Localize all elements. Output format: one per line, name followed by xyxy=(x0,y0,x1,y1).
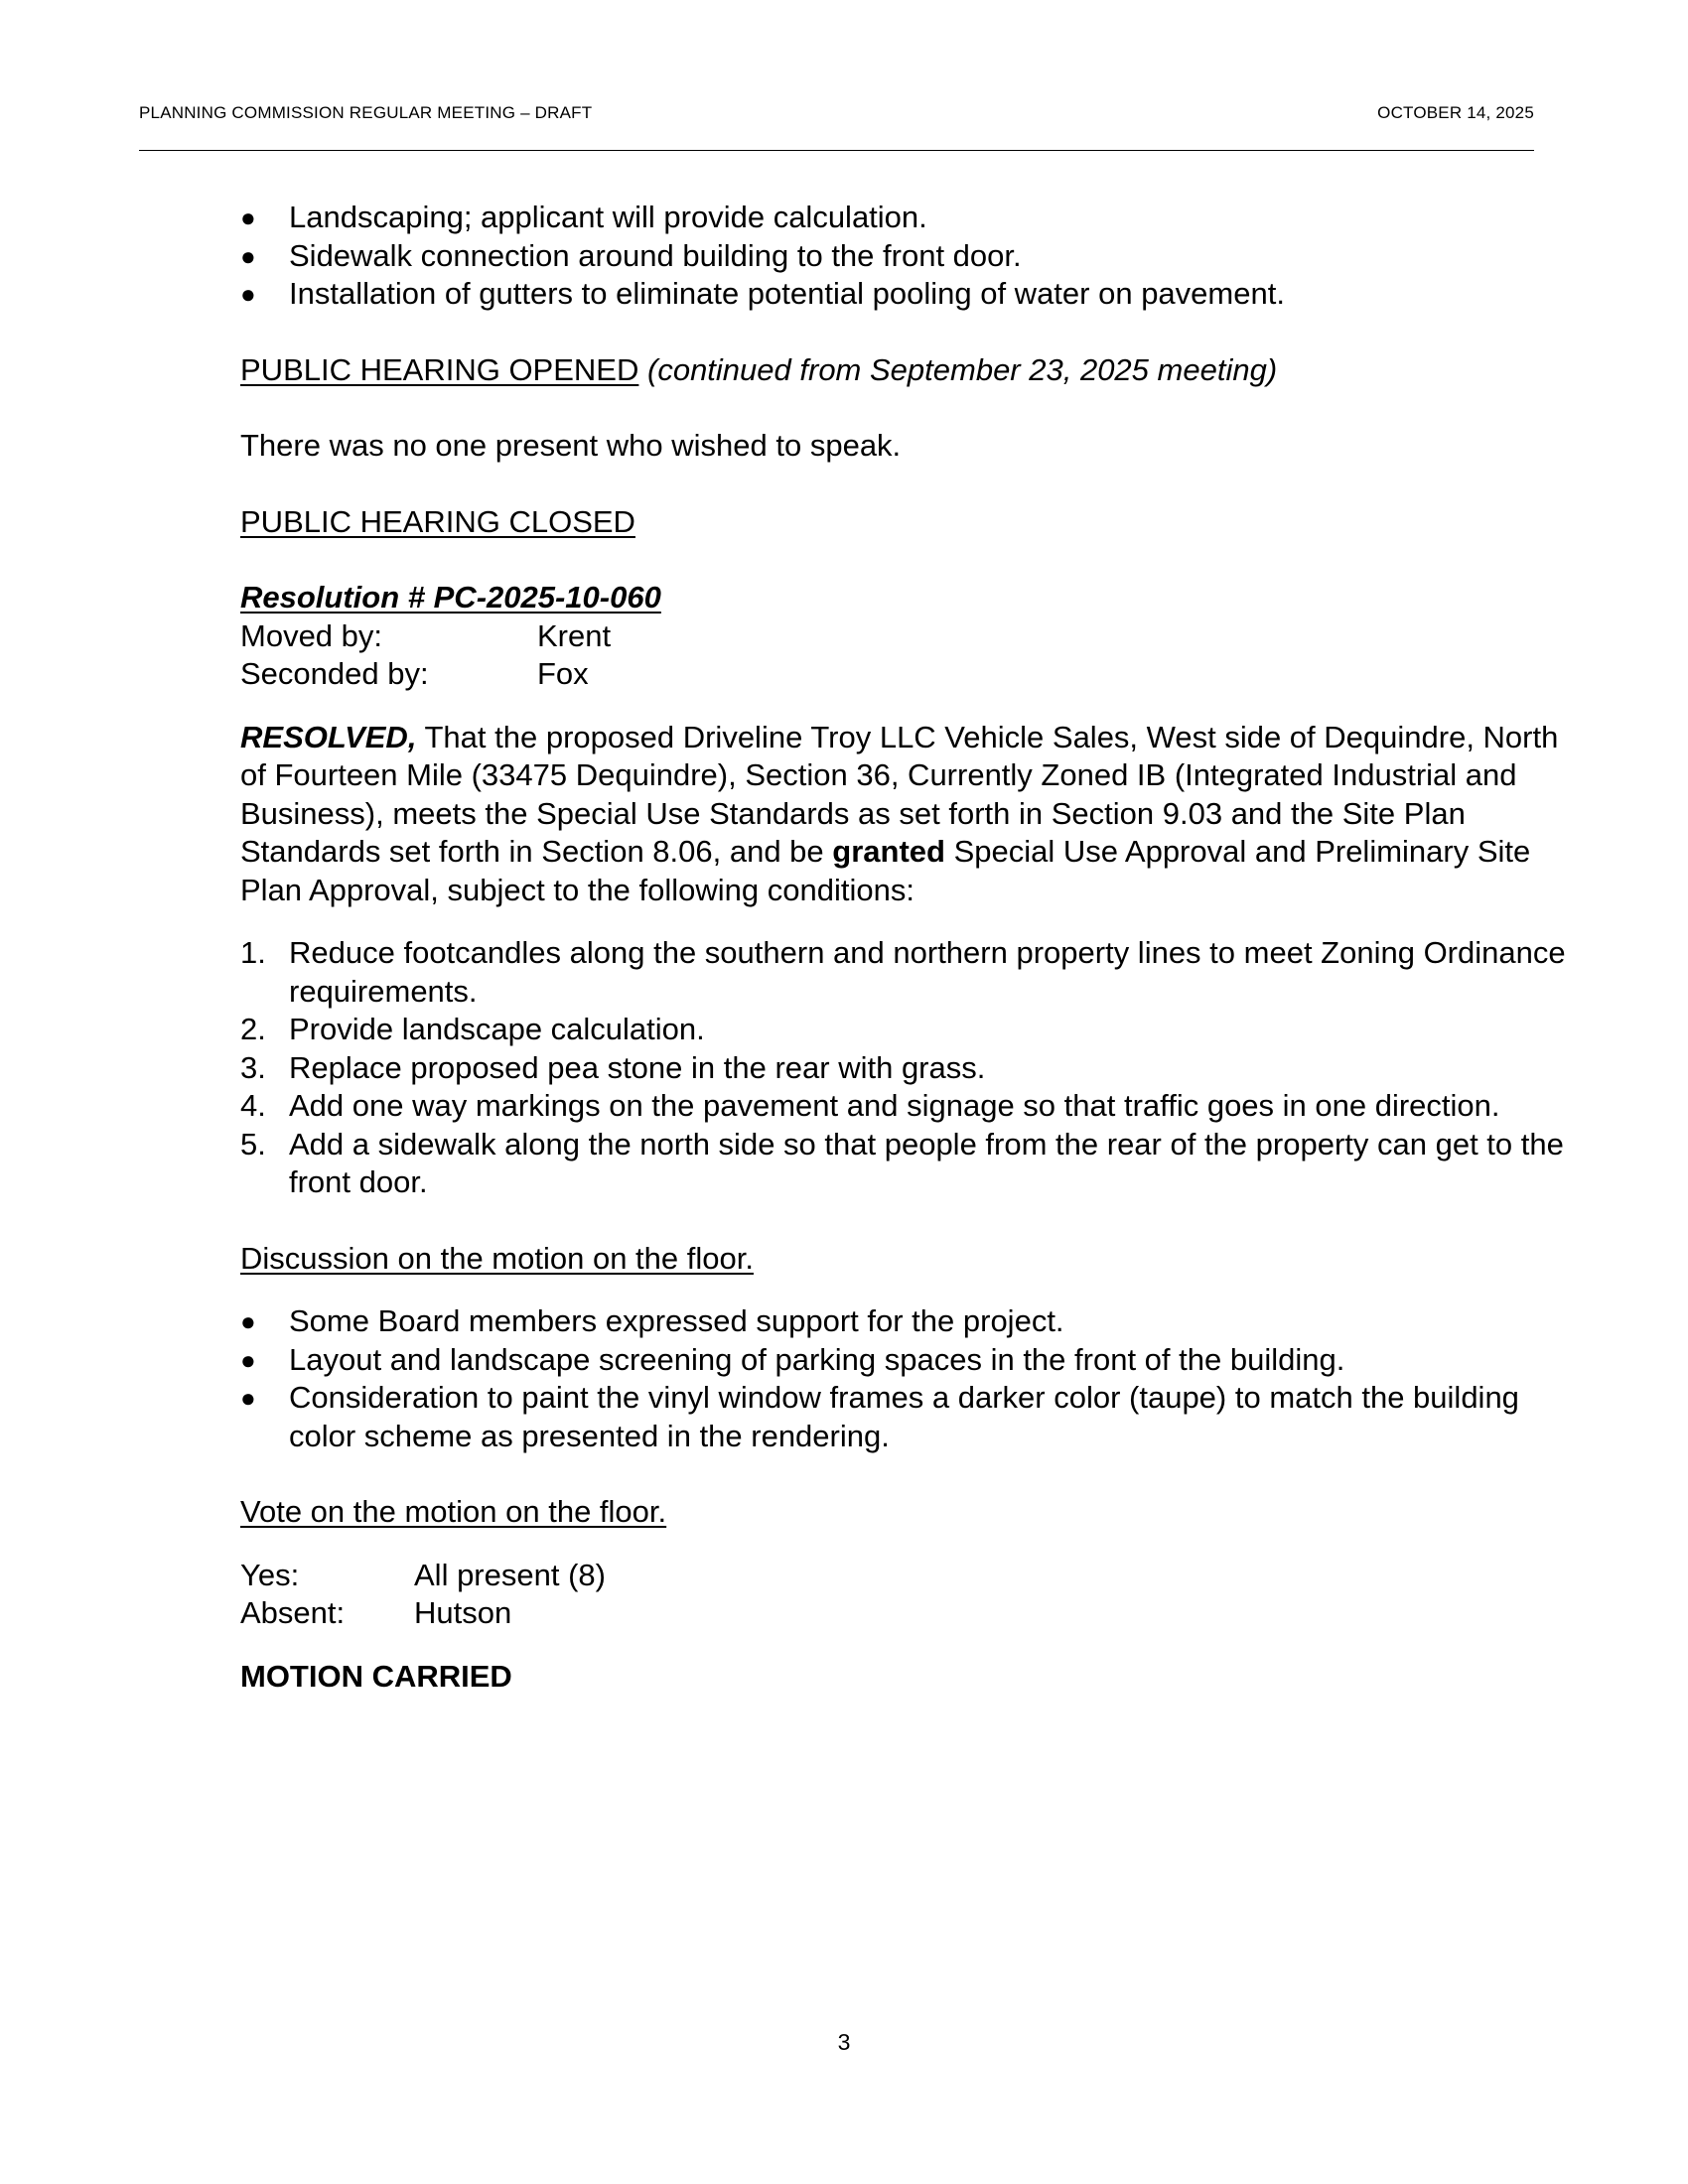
discussion-heading: Discussion on the motion on the floor. xyxy=(240,1240,754,1276)
public-hearing-opened xyxy=(240,351,1581,390)
list-item: 2. Provide landscape calculation. xyxy=(240,1012,705,1046)
bullet-icon: ● xyxy=(240,279,256,309)
motion-outcome: MOTION CARRIED xyxy=(240,1658,512,1694)
list-item: 1. Reduce footcandles along the southern and northern property lines to meet Zoning Ordinance requirements. xyxy=(240,935,1566,1009)
vote-yes-row xyxy=(240,1557,1581,1595)
list-item: ● Sidewalk connection around building to the front door. xyxy=(240,237,1581,276)
resolution-title: Resolution # PC-2025-10-060 xyxy=(240,580,661,614)
list-item: 3. Replace proposed pea stone in the rear with grass. xyxy=(240,1049,986,1085)
list-item: ● Installation of gutters to eliminate potential pooling of water on pavement. xyxy=(240,275,1581,314)
vote-heading: Vote on the motion on the floor. xyxy=(240,1494,667,1529)
vote-yes-value: All present (8) xyxy=(414,1557,606,1592)
seconded-by-value: Fox xyxy=(537,656,589,691)
bullet-icon: ● xyxy=(240,1383,256,1413)
hearing-opened-note: (continued from September 23, 2025 meeting) xyxy=(647,351,1278,387)
resolved-lead: RESOLVED, xyxy=(240,719,417,754)
list-item: 4. Add one way markings on the pavement and signage so that traffic goes in one direction. xyxy=(240,1088,1500,1123)
header-divider xyxy=(139,150,1534,151)
conditions-list xyxy=(240,934,1581,1202)
bullet-icon: ● xyxy=(240,203,256,232)
vote-absent-row xyxy=(240,1594,1581,1633)
list-item: ● Consideration to paint the vinyl window frames a darker color (taupe) to match the building color scheme as presented in the rendering. xyxy=(240,1380,1519,1453)
resolved-paragraph: RESOLVED, That the proposed Driveline Troy LLC Vehicle Sales, West side of Dequindre, North of Fourteen Mile (33475 Dequindre), Section 36, Currently Zoned IB (Integrated Industrial and Business), meets the Special Use Standards as set forth in Section 9.03 and the Site Plan Standards set forth in Section 8.06, and be granted Special Use Approval and Preliminary Site Plan Approval, subject to the following conditions: xyxy=(240,719,1559,907)
bullet-icon: ● xyxy=(240,240,256,271)
hearing-opened-label: PUBLIC HEARING OPENED xyxy=(240,351,639,387)
moved-by-value: Krent xyxy=(537,617,612,653)
vote-absent-value: Hutson xyxy=(414,1595,512,1630)
header-date: OCTOBER 14, 2025 xyxy=(1377,103,1534,122)
granted-word: granted xyxy=(832,834,945,869)
list-item: 5. Add a sidewalk along the north side so that people from the rear of the property can get to the front door. xyxy=(240,1126,1564,1199)
header-title: PLANNING COMMISSION REGULAR MEETING – DRAFT xyxy=(139,103,593,122)
seconded-by-row xyxy=(240,655,1581,694)
moved-by-label: Moved by: xyxy=(240,617,383,653)
vote-yes-label: Yes: xyxy=(240,1557,300,1592)
document-body xyxy=(240,199,1581,1696)
list-item: ● Layout and landscape screening of parking spaces in the front of the building. xyxy=(240,1341,1581,1380)
public-hearing-closed: PUBLIC HEARING CLOSED xyxy=(240,503,635,539)
bullet-icon: ● xyxy=(240,1344,256,1375)
resolution-block xyxy=(240,579,1581,694)
discussion-list xyxy=(240,1302,1581,1455)
no-speakers-text: There was no one present who wished to speak. xyxy=(240,428,902,463)
list-item: ● Some Board members expressed support for the project. xyxy=(240,1302,1581,1341)
vote-absent-label: Absent: xyxy=(240,1595,346,1630)
moved-by-row xyxy=(240,617,1581,656)
seconded-by-label: Seconded by: xyxy=(240,656,429,691)
list-item: ● Landscaping; applicant will provide calculation. xyxy=(240,199,1581,237)
bullet-icon: ● xyxy=(240,1306,256,1336)
page-number: 3 xyxy=(837,2029,851,2055)
top-bullet-list xyxy=(240,199,1581,314)
